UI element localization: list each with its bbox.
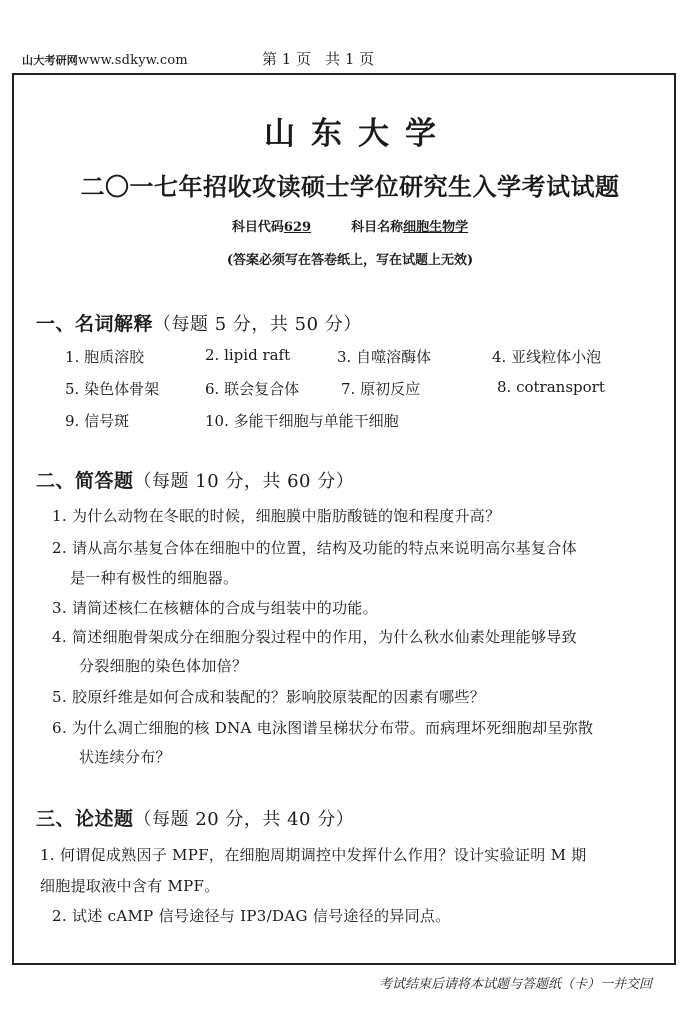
page-total: 共 1 页: [325, 50, 375, 68]
subject-name-label: 科目名称: [351, 220, 404, 235]
term-item: 9. 信号斑: [65, 412, 130, 430]
question-line: 1. 何谓促成熟因子 MPF，在细胞周期调控中发挥什么作用？设计实验证明 M 期: [40, 846, 587, 864]
site-brand: 山大考研网: [22, 54, 78, 67]
section-2-title: 二、简答题: [36, 470, 134, 492]
term-item: 7. 原初反应: [341, 380, 421, 398]
question-line: 3. 请简述核仁在核糖体的合成与组装中的功能。: [52, 599, 378, 617]
subject-code-label: 科目代码: [231, 220, 284, 235]
term-item: 2. lipid raft: [205, 346, 291, 364]
term-item: 5. 染色体骨架: [65, 380, 160, 398]
section-2-heading: [36, 466, 354, 493]
question-line: 4. 简述细胞骨架成分在细胞分裂过程中的作用，为什么秋水仙素处理能够导致: [52, 628, 577, 646]
section-3-scoring: （每题 20 分，共 40 分）: [133, 809, 355, 830]
site-header: [22, 52, 188, 68]
section-1-heading: [36, 309, 362, 336]
question-line: 细胞提取液中含有 MPF。: [40, 877, 220, 895]
section-3-heading: [36, 804, 354, 831]
question-line: 2. 试述 cAMP 信号途径与 IP3/DAG 信号途径的异同点。: [52, 907, 451, 925]
answer-notice: (答案必须写在答卷纸上，写在试题上无效): [226, 253, 474, 268]
university-name: 山东大学: [264, 116, 452, 152]
subject-code: 629: [283, 220, 312, 235]
question-line: 分裂细胞的染色体加倍？: [79, 657, 248, 675]
question-line: 1. 为什么动物在冬眠的时候，细胞膜中脂肪酸链的饱和程度升高？: [52, 507, 501, 525]
page-counter: [262, 48, 374, 69]
section-1-scoring: （每题 5 分，共 50 分）: [153, 314, 362, 335]
subject-line: [0, 216, 700, 235]
question-line: 5. 胶原纤维是如何合成和装配的？影响胶原装配的因素有哪些？: [52, 688, 486, 706]
section-3-title: 三、论述题: [36, 808, 134, 830]
question-line: 状连续分布？: [79, 748, 171, 766]
subject-name: 细胞生物学: [403, 220, 469, 235]
term-item: 4. 亚线粒体小泡: [492, 348, 602, 366]
term-item: 1. 胞质溶胶: [65, 348, 145, 366]
question-line: 2. 请从高尔基复合体在细胞中的位置，结构及功能的特点来说明高尔基复合体: [52, 539, 577, 557]
page-number: 第 1 页: [262, 50, 312, 68]
term-item: 3. 自噬溶酶体: [337, 348, 432, 366]
term-item: 6. 联会复合体: [205, 380, 300, 398]
section-2-scoring: （每题 10 分，共 60 分）: [133, 471, 355, 492]
term-item: 8. cotransport: [497, 378, 605, 396]
site-url: www.sdkyw.com: [78, 53, 188, 68]
question-line: 6. 为什么凋亡细胞的核 DNA 电泳图谱呈梯状分布带。而病理坏死细胞却呈弥散: [52, 719, 594, 737]
term-item: 10. 多能干细胞与单能干细胞: [205, 412, 399, 430]
question-line: 是一种有极性的细胞器。: [70, 569, 239, 587]
exam-title: 二〇一七年招收攻读硕士学位研究生入学考试试题: [80, 172, 620, 201]
footer-note: 考试结束后请将本试题与答题纸（卡）一并交回: [378, 977, 652, 992]
section-1-title: 一、名词解释: [36, 313, 154, 335]
